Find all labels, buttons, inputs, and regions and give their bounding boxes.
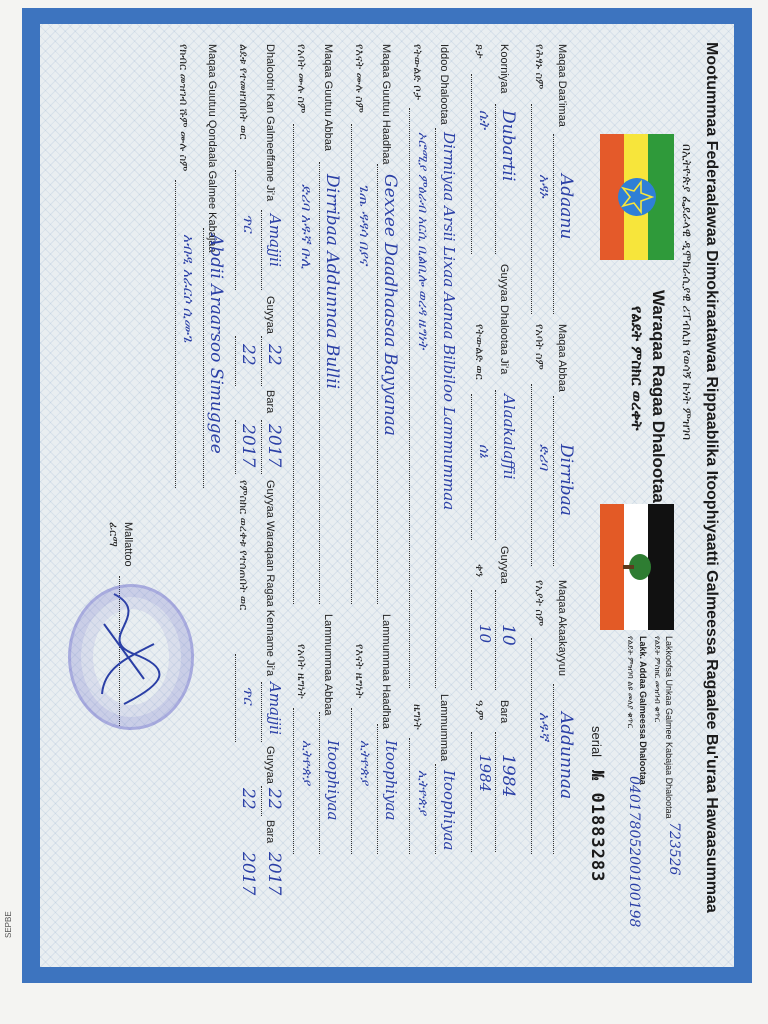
signature-label-amharic: ፊርማ (107, 522, 120, 547)
dotted-line (261, 682, 262, 742)
dotted-line (435, 764, 436, 854)
oromia-flag-icon (600, 504, 674, 630)
grandfather-name-value: Addunnaa (556, 712, 576, 800)
registration-day-value-amharic: 22 (238, 344, 258, 366)
dotted-line (495, 390, 496, 540)
mother-name-value: Gexxee Daadhaasaa Bayyanaa (380, 174, 400, 436)
dotted-line (235, 336, 236, 386)
registration-month-label: Dhalootni Kan Galmeeffame Ji'a (264, 44, 276, 202)
dotted-line (293, 708, 294, 854)
issue-year-value: 2017 (264, 852, 284, 896)
grandfather-name-label: Maqaa Akaakayyuu (556, 580, 568, 677)
dob-day-value: 10 (498, 624, 518, 646)
registration-day-label: Guyyaa (264, 296, 276, 334)
issue-month-value: Amajjii (266, 682, 284, 735)
registrar-name-label: Maqaa Guutuu Qondaala Galmee Kabajaa (206, 44, 218, 253)
registrar-name-value: Abdii Araarsoo Simuggee (206, 234, 226, 454)
mother-nationality-value: Itoophiyaa (382, 740, 400, 821)
dob-year-value-amharic: 1984 (476, 754, 494, 793)
birthplace-label-amharic: የትውልድ ቦታ (411, 44, 424, 100)
nationality-label-amharic: ዜግነት (411, 704, 424, 730)
dotted-line (261, 210, 262, 290)
dotted-line (471, 394, 472, 540)
father-nationality-value-amharic: ኢትዮጵያ (299, 740, 314, 785)
dotted-line (531, 384, 532, 566)
father-name-label: Maqaa Abbaa (556, 324, 568, 392)
document-title-amharic: የልደት ምስክር ወረቀት (628, 306, 646, 431)
child-name-label: Maqaa Daa'imaa (556, 44, 568, 127)
registrar-name-label-amharic: የክብር መዝገብ ሹም ሙሉ ስም (177, 44, 190, 172)
dotted-line (553, 396, 554, 566)
dotted-line (495, 590, 496, 690)
father-nationality-label-amharic: የአባት ዜግነት (295, 644, 308, 699)
gender-label: Koorniyaa (498, 44, 510, 94)
document-title-oromo: Waraqaa Ragaa Dhalootaa (649, 290, 668, 503)
dob-day-label-amharic: ቀን (473, 564, 486, 578)
child-name-label-amharic: የሕፃኑ ስም (533, 44, 546, 90)
registration-year-value: 2017 (264, 424, 284, 468)
child-name-value-amharic: አዳኑ (536, 174, 552, 198)
grandfather-name-label-amharic: የአያት ስም (533, 580, 546, 627)
dotted-line (409, 108, 410, 688)
birthplace-value: Dirmiyaa Arsii Lixaa Aanaa Bilbiloo Lammummaa (440, 132, 458, 511)
grandfather-name-value-amharic: አዱኛ (536, 712, 552, 741)
issue-year-label: Bara (264, 820, 276, 844)
dotted-line (553, 684, 554, 854)
serial-number: № 01883283 (587, 770, 607, 883)
mother-name-value-amharic: ጌጤ ዳዳሳ በያና (356, 184, 372, 265)
registration-month-label-amharic: ልደቱ የተመዘገበበት ወር (237, 44, 250, 140)
certificate-document (40, 24, 734, 967)
birth-id-label-amharic: የልደት ምዝገባ ልዩ መለያ ቁጥር (626, 636, 635, 729)
dotted-line (531, 104, 532, 314)
registration-month-value: Amajjii (266, 214, 284, 267)
dob-year-label: Bara (498, 700, 510, 724)
issue-month-label-amharic: የምስክር ወረቀቱ የተሰጠበት ወር (237, 480, 250, 611)
dotted-line (319, 162, 320, 604)
father-full-name-value-amharic: ድሪባ አዱኛ ቡሊ (298, 184, 314, 269)
dotted-line (377, 724, 378, 854)
dotted-line (495, 732, 496, 852)
dotted-line (261, 420, 262, 474)
child-name-value: Adaanu (556, 174, 576, 240)
dob-year-label-amharic: ዓ.ም (473, 700, 486, 721)
serial-label: serial (589, 726, 604, 758)
dotted-line (531, 638, 532, 854)
ethiopia-flag-icon (600, 134, 674, 260)
dotted-line (471, 74, 472, 254)
office-number-label-amharic: የልደት ምስክር መዝገብ ቁጥር (653, 636, 662, 723)
issue-year-value-amharic: 2017 (238, 852, 258, 896)
dotted-line (409, 738, 410, 854)
certificate-paper (40, 24, 734, 967)
gender-label-amharic: ጾታ (473, 44, 486, 59)
issue-month-label: Guyyaa Waraqaan Ragaa Kenname Ji'a (264, 480, 276, 677)
dotted-line (495, 104, 496, 254)
dotted-line (471, 590, 472, 690)
gender-value: Dubartii (498, 110, 518, 182)
father-name-label-amharic: የአባት ስም (533, 324, 546, 370)
father-name-value: Dirribaa (556, 444, 576, 516)
registration-year-label: Bara (264, 390, 276, 414)
official-stamp-icon (68, 584, 194, 730)
dotted-line (293, 124, 294, 604)
office-number-label: Lakkoofsa Unkaa Galmee Kabajaa Dhalootaa (664, 636, 674, 819)
dob-month-label: Guyyaa Dhalootaa Ji'a (498, 264, 510, 375)
dotted-line (235, 420, 236, 474)
signature-label: Mallattoo (122, 522, 134, 567)
birth-id-label: Lakk. Addaa Galmeessa Dhalootaa (638, 636, 648, 785)
issue-day-label: Guyyaa (264, 746, 276, 784)
dotted-line (435, 128, 436, 688)
issue-day-value: 22 (264, 788, 284, 810)
header-title-amharic: በኢትዮጵያ ፌደራላዊ ዲሞክራሲያዊ ሪፐብሊክ የወሳኝ ኩነት ምዝገባ (680, 144, 694, 440)
father-nationality-label: Lammummaa Abbaa (322, 614, 334, 716)
dob-month-value-amharic: ሰኔ (476, 444, 492, 458)
dotted-line (553, 134, 554, 314)
dotted-line (471, 732, 472, 852)
issue-day-value-amharic: 22 (238, 788, 258, 810)
side-code: SEPBE (4, 911, 13, 938)
registration-year-value-amharic: 2017 (238, 424, 258, 468)
mother-nationality-value-amharic: ኢትዮጵያ (357, 740, 372, 785)
nationality-label: Lammummaa (438, 694, 450, 762)
birth-id-value: 04017805200100198 (626, 776, 642, 928)
registration-day-value: 22 (264, 344, 284, 366)
dob-day-label: Guyyaa (498, 546, 510, 584)
gender-value-amharic: ሴት (476, 110, 492, 129)
registrar-name-value-amharic: አብዲ አራርሶ ሲሙጌ (180, 234, 196, 343)
nationality-value-amharic: ኢትዮጵያ (415, 770, 430, 815)
dob-month-value: Alaakalaffii (500, 394, 518, 480)
father-nationality-value: Itoophiyaa (324, 740, 342, 821)
dotted-line (235, 654, 236, 742)
father-name-value-amharic: ድሪባ (536, 444, 552, 470)
dob-month-label-amharic: የትውልድ ወር (473, 324, 486, 380)
father-full-name-label: Maqaa Guutuu Abbaa (322, 44, 334, 152)
dotted-line (261, 786, 262, 816)
dob-year-value: 1984 (498, 754, 518, 798)
mother-nationality-label: Lammummaa Haadhaa (380, 614, 392, 729)
certificate-border (22, 8, 752, 983)
office-number-value: 723526 (666, 822, 682, 876)
header-title-oromo: Mootummaa Federaalawaa Dimokiraatawaa Rippaablika Itoophiyaatti Galmeessa Ragaalee Bu'uraa Hawaasummaa (703, 42, 720, 913)
mother-nationality-label-amharic: የእናት ዜግነት (353, 644, 366, 699)
dotted-line (351, 708, 352, 854)
issue-month-value-amharic: ጥር (240, 686, 256, 705)
registration-month-value-amharic: ጥር (240, 214, 256, 233)
dotted-line (351, 124, 352, 604)
father-full-name-value: Dirribaa Addunnaa Bullii (322, 174, 342, 390)
dotted-line (261, 336, 262, 386)
mother-name-label-amharic: የእናት ሙሉ ስም (353, 44, 366, 113)
dotted-line (175, 180, 176, 488)
nationality-value: Itoophiyaa (440, 770, 458, 851)
dotted-line (235, 170, 236, 290)
birthplace-value-amharic: ኦሮሚያ ምዕራብ አርሲ ቢልቢሎ ወረዳ ዜግነት (415, 132, 430, 350)
dob-day-value-amharic: 10 (476, 624, 494, 644)
dotted-line (377, 164, 378, 604)
mother-name-label: Maqaa Guutuu Haadhaa (380, 44, 392, 165)
birthplace-label: Iddoo Dhalootaa (438, 44, 450, 125)
dotted-line (203, 228, 204, 488)
father-full-name-label-amharic: የአባት ሙሉ ስም (295, 44, 308, 114)
dotted-line (319, 712, 320, 854)
